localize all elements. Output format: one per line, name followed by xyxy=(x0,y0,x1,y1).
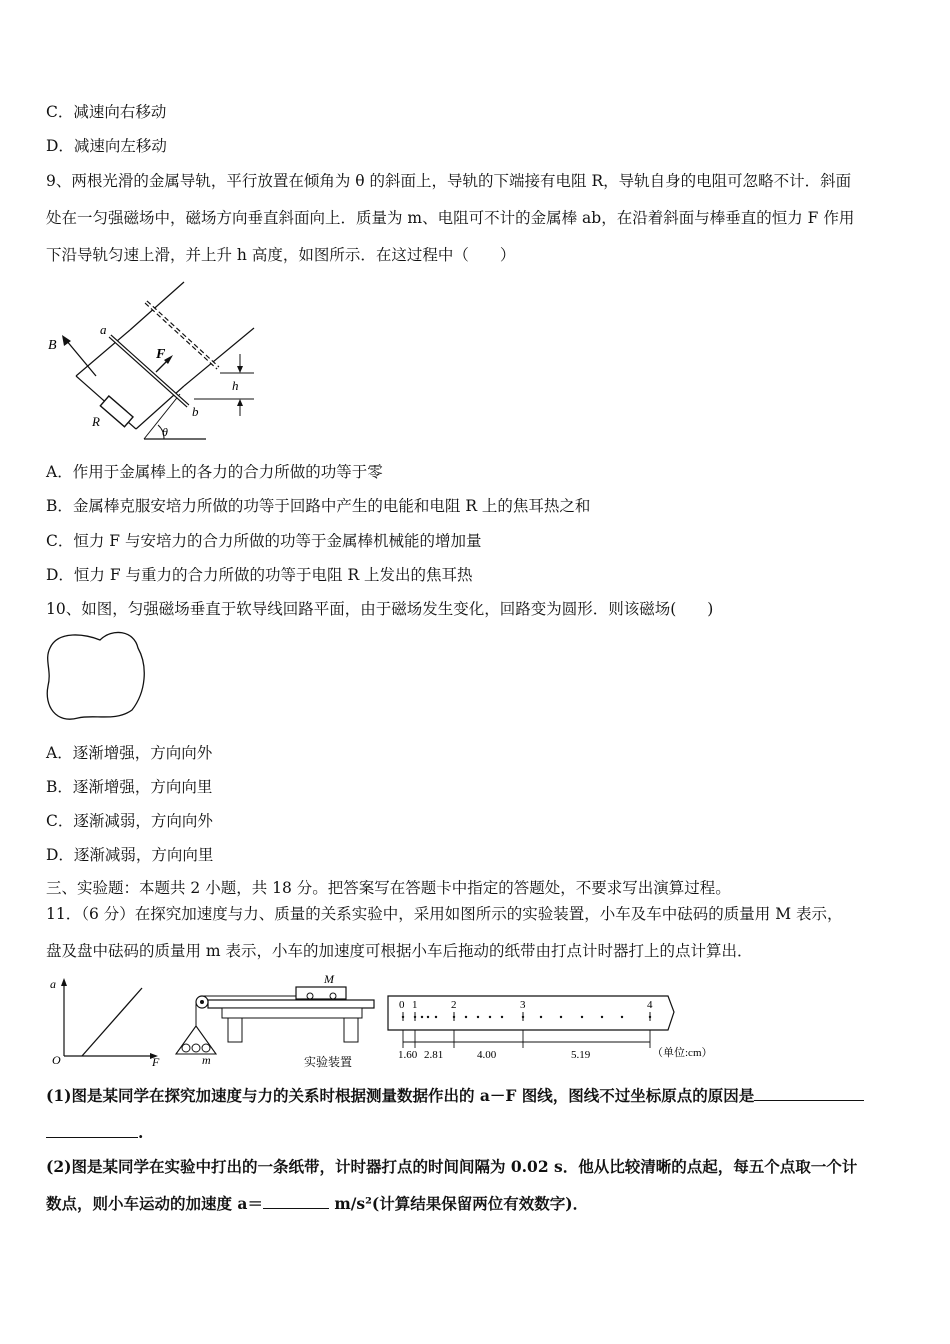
q11-apparatus-caption: 实验装置 xyxy=(304,1055,353,1069)
q11-tape-point-0: 0 xyxy=(399,999,405,1011)
q11-tape-distance-3: 4.00 xyxy=(477,1049,497,1061)
q11-apparatus-label-m-cart: M xyxy=(324,972,334,986)
q9-stem-line2: 处在一匀强磁场中，磁场方向垂直斜面向上．质量为 m、电阻可不计的金属棒 ab，在沿着斜面与棒垂直的恒力 F 作用 xyxy=(46,209,855,227)
q11-graph-label-f: F xyxy=(152,1055,160,1068)
q10-option-a: A．逐渐增强，方向向外 xyxy=(46,744,213,762)
q11-tape-distance-1: 1.60 xyxy=(398,1049,418,1061)
q11-part1-line2 xyxy=(46,1122,143,1143)
q9-label-b-end: b xyxy=(192,404,199,419)
q11-part1-line1 xyxy=(46,1085,864,1106)
q11-paper-tape-figure xyxy=(386,994,726,1066)
q9-label-force: F xyxy=(156,347,166,362)
q9-option-b: B．金属棒克服安培力所做的功等于回路中产生的电能和电阻 R 上的焦耳热之和 xyxy=(46,497,591,515)
q11-tape-point-3: 3 xyxy=(520,999,526,1011)
q11-a-f-graph xyxy=(44,976,174,1068)
q10-stem: 10、如图，匀强磁场垂直于软导线回路平面，由于磁场发生变化，回路变为圆形．则该磁场( ) xyxy=(46,600,714,618)
q9-label-theta: θ xyxy=(162,425,168,439)
q8-option-d: D．减速向左移动 xyxy=(46,137,167,155)
q11-part2-unit: m/s²(计算结果保留两位有效数字)． xyxy=(328,1194,589,1213)
q11-part1-answer-blank[interactable] xyxy=(754,1085,864,1101)
q11-tape-point-2: 2 xyxy=(451,999,457,1011)
q10-soft-wire-loop-figure xyxy=(42,626,152,724)
q11-stem-line1: 11．（6 分）在探究加速度与力、质量的关系实验中，采用如图所示的实验装置，小车及车中砝码的质量用 M 表示， xyxy=(46,905,843,923)
q10-option-b: B．逐渐增强，方向向里 xyxy=(46,778,213,796)
q10-option-d: D．逐渐减弱，方向向里 xyxy=(46,846,214,864)
q11-part2-line2 xyxy=(46,1193,588,1214)
q9-option-d: D．恒力 F 与重力的合力所做的功等于电阻 R 上发出的焦耳热 xyxy=(46,566,473,584)
q11-part1-text: (1)图是某同学在探究加速度与力的关系时根据测量数据作出的 a－F 图线，图线不过坐标原点的原因是 xyxy=(46,1086,755,1105)
q9-stem-line1: 9、两根光滑的金属导轨，平行放置在倾角为 θ 的斜面上，导轨的下端接有电阻 R，导轨自身的电阻可忽略不计．斜面 xyxy=(46,172,852,190)
q11-tape-distance-2: 2.81 xyxy=(424,1049,444,1061)
q9-option-c: C．恒力 F 与安培力的合力所做的功等于金属棒机械能的增加量 xyxy=(46,532,482,550)
q9-incline-rails-figure xyxy=(44,276,259,448)
q11-tape-distance-4: 5.19 xyxy=(571,1049,591,1061)
q11-tape-point-1: 1 xyxy=(412,999,418,1011)
q11-part1-answer-blank-cont[interactable] xyxy=(46,1122,138,1138)
q11-part2-line1: (2)图是某同学在实验中打出的一条纸带，计时器打点的时间间隔为 0.02 s．他从比较清晰的点起，每五个点取一个计 xyxy=(46,1157,858,1176)
q9-label-h: h xyxy=(232,378,239,393)
q11-tape-unit: （单位:cm） xyxy=(652,1047,713,1059)
q10-option-c: C．逐渐减弱，方向向外 xyxy=(46,812,213,830)
q9-stem-line3: 下沿导轨匀速上滑，并上升 h 高度，如图所示．在这过程中（ ） xyxy=(46,246,516,264)
q9-label-b-field: B xyxy=(48,338,57,353)
q11-part2-prefix: 数点，则小车运动的加速度 a＝ xyxy=(46,1194,263,1213)
section3-heading: 三、实验题：本题共 2 小题，共 18 分。把答案写在答题卡中指定的答题处，不要求写出演算过程。 xyxy=(46,879,731,897)
q11-apparatus-label-m-pan: m xyxy=(202,1053,211,1067)
q11-graph-label-a: a xyxy=(50,977,56,991)
q9-label-a: a xyxy=(100,322,107,337)
q11-apparatus-figure xyxy=(168,972,383,1070)
q11-part1-end: . xyxy=(138,1123,144,1142)
q9-label-r: R xyxy=(92,414,100,429)
q11-graph-label-o: O xyxy=(52,1053,61,1067)
q8-option-c: C．减速向右移动 xyxy=(46,103,167,121)
q11-tape-point-4: 4 xyxy=(647,999,653,1011)
q9-option-a: A．作用于金属棒上的各力的合力所做的功等于零 xyxy=(46,463,383,481)
q11-part2-answer-blank[interactable] xyxy=(263,1193,329,1209)
q11-stem-line2: 盘及盘中砝码的质量用 m 表示，小车的加速度可根据小车后拖动的纸带由打点计时器打上的点计算出． xyxy=(46,942,753,960)
